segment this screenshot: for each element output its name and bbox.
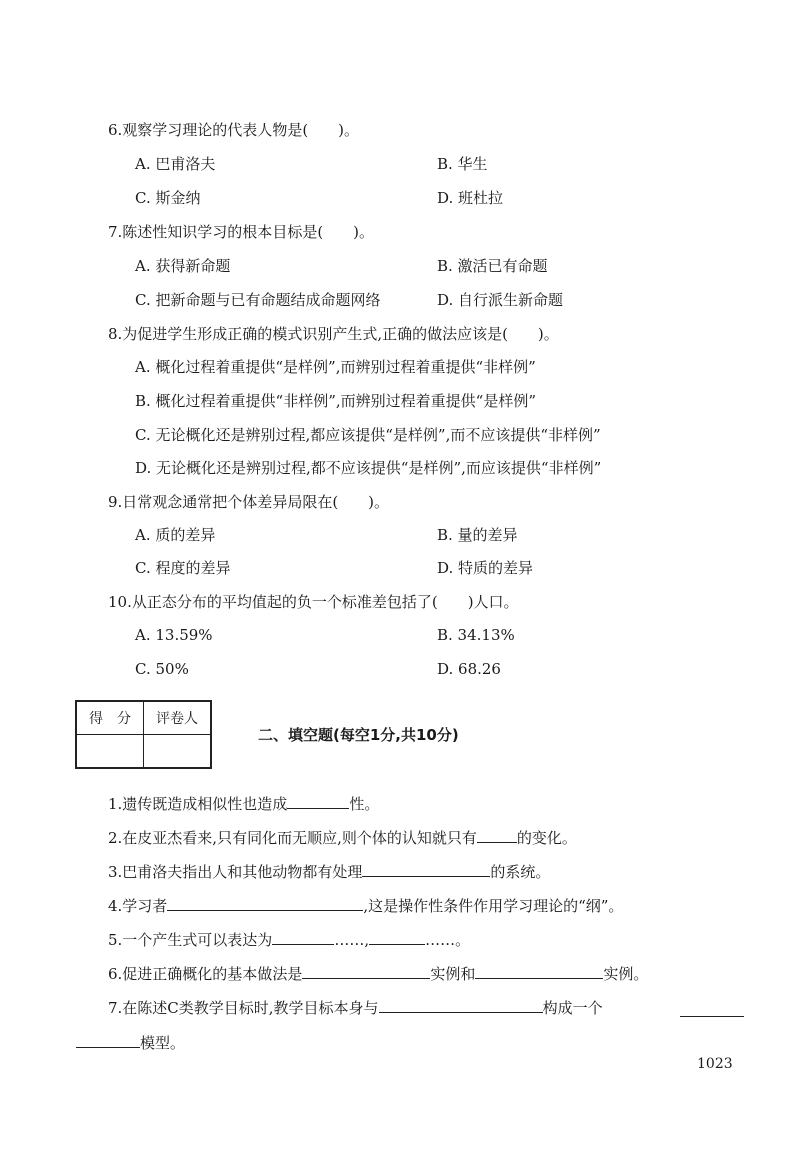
question-9-option-a: A. 质的差异 [135,526,216,544]
fill-q6-blank-1 [302,962,430,979]
fill-q5-text-c: ……。 [425,931,471,949]
question-10-stem: 10.从正态分布的平均值起的负一个标准差包括了( )人口。 [108,593,519,611]
fill-q5-text-a: 5.一个产生式可以表达为 [108,931,273,949]
grader-header: 评卷人 [144,701,212,735]
question-6-option-b: B. 华生 [437,155,488,173]
question-10-option-a: A. 13.59% [135,626,213,644]
fill-q5-blank-1 [272,928,334,945]
score-table [75,700,212,769]
fill-question-1 [108,792,379,814]
fill-question-7 [108,996,603,1018]
question-9-option-d: D. 特质的差异 [437,559,534,577]
question-8-option-d: D. 无论概化还是辨别过程,都不应该提供“是样例”,而应该提供“非样例” [135,459,602,477]
question-10-option-b: B. 34.13% [437,626,515,644]
fill-q5-blank-2 [369,928,425,945]
fill-q1-text-a: 1.遗传既造成相似性也造成 [108,795,288,813]
question-8-option-a: A. 概化过程着重提供“是样例”,而辨别过程着重提供“非样例” [135,358,536,376]
question-7-option-b: B. 激活已有命题 [437,257,548,275]
fill-question-7-continued [76,1031,185,1053]
question-6-option-d: D. 班杜拉 [437,189,504,207]
fill-q7-text-a: 7.在陈述C类教学目标时,教学目标本身与 [108,999,379,1017]
question-10-option-d: D. 68.26 [437,660,501,678]
fill-q3-text-b: 的系统。 [490,863,551,881]
fill-q7-text-b: 构成一个 [542,999,603,1017]
question-6-stem: 6.观察学习理论的代表人物是( )。 [108,121,360,139]
fill-q6-text-a: 6.促进正确概化的基本做法是 [108,965,303,983]
grader-cell [144,735,212,769]
fill-q6-text-c: 实例。 [603,965,649,983]
section-2-title: 二、填空题(每空1分,共10分) [258,726,459,744]
fill-q3-text-a: 3.巴甫洛夫指出人和其他动物都有处理 [108,863,363,881]
fill-q2-text-b: 的变化。 [516,829,577,847]
question-9-option-b: B. 量的差异 [437,526,518,544]
question-8-option-c: C. 无论概化还是辨别过程,都应该提供“是样例”,而不应该提供“非样例” [135,426,601,444]
question-9-stem: 9.日常观念通常把个体差异局限在( )。 [108,493,390,511]
question-9-option-c: C. 程度的差异 [135,559,231,577]
question-6-option-c: C. 斯金纳 [135,189,201,207]
question-6-option-a: A. 巴甫洛夫 [135,155,216,173]
fill-q7-text-c: 模型。 [140,1034,186,1052]
fill-q4-text-a: 4.学习者 [108,897,168,915]
fill-q1-text-b: 性。 [349,795,380,813]
fill-q2-blank [477,826,517,843]
fill-question-2 [108,826,577,848]
question-7-option-c: C. 把新命题与已有命题结成命题网络 [135,291,381,309]
fill-q5-text-b: ……, [334,931,370,949]
fill-q3-blank [362,860,490,877]
question-7-stem: 7.陈述性知识学习的根本目标是( )。 [108,223,375,241]
fill-question-3 [108,860,550,882]
fill-q7-blank-2-cont [76,1031,140,1048]
fill-q6-text-b: 实例和 [430,965,476,983]
fill-q7-blank-2 [680,1000,744,1017]
fill-q4-blank [167,894,363,911]
question-7-option-d: D. 自行派生新命题 [437,291,564,309]
fill-question-5 [108,928,470,950]
fill-question-6 [108,962,648,984]
score-header: 得 分 [76,701,144,735]
question-8-stem: 8.为促进学生形成正确的模式识别产生式,正确的做法应该是( )。 [108,325,559,343]
question-7-option-a: A. 获得新命题 [135,257,231,275]
fill-q6-blank-2 [475,962,603,979]
fill-q4-text-b: ,这是操作性条件作用学习理论的“纲”。 [363,897,624,915]
fill-q7-blank-1 [379,996,543,1013]
fill-question-4 [108,894,623,916]
page-number: 1023 [697,1056,733,1072]
score-cell [76,735,144,769]
fill-q1-blank [287,792,349,809]
question-10-option-c: C. 50% [135,660,189,678]
fill-q2-text-a: 2.在皮亚杰看来,只有同化而无顺应,则个体的认知就只有 [108,829,477,847]
question-8-option-b: B. 概化过程着重提供“非样例”,而辨别过程着重提供“是样例” [135,392,537,410]
